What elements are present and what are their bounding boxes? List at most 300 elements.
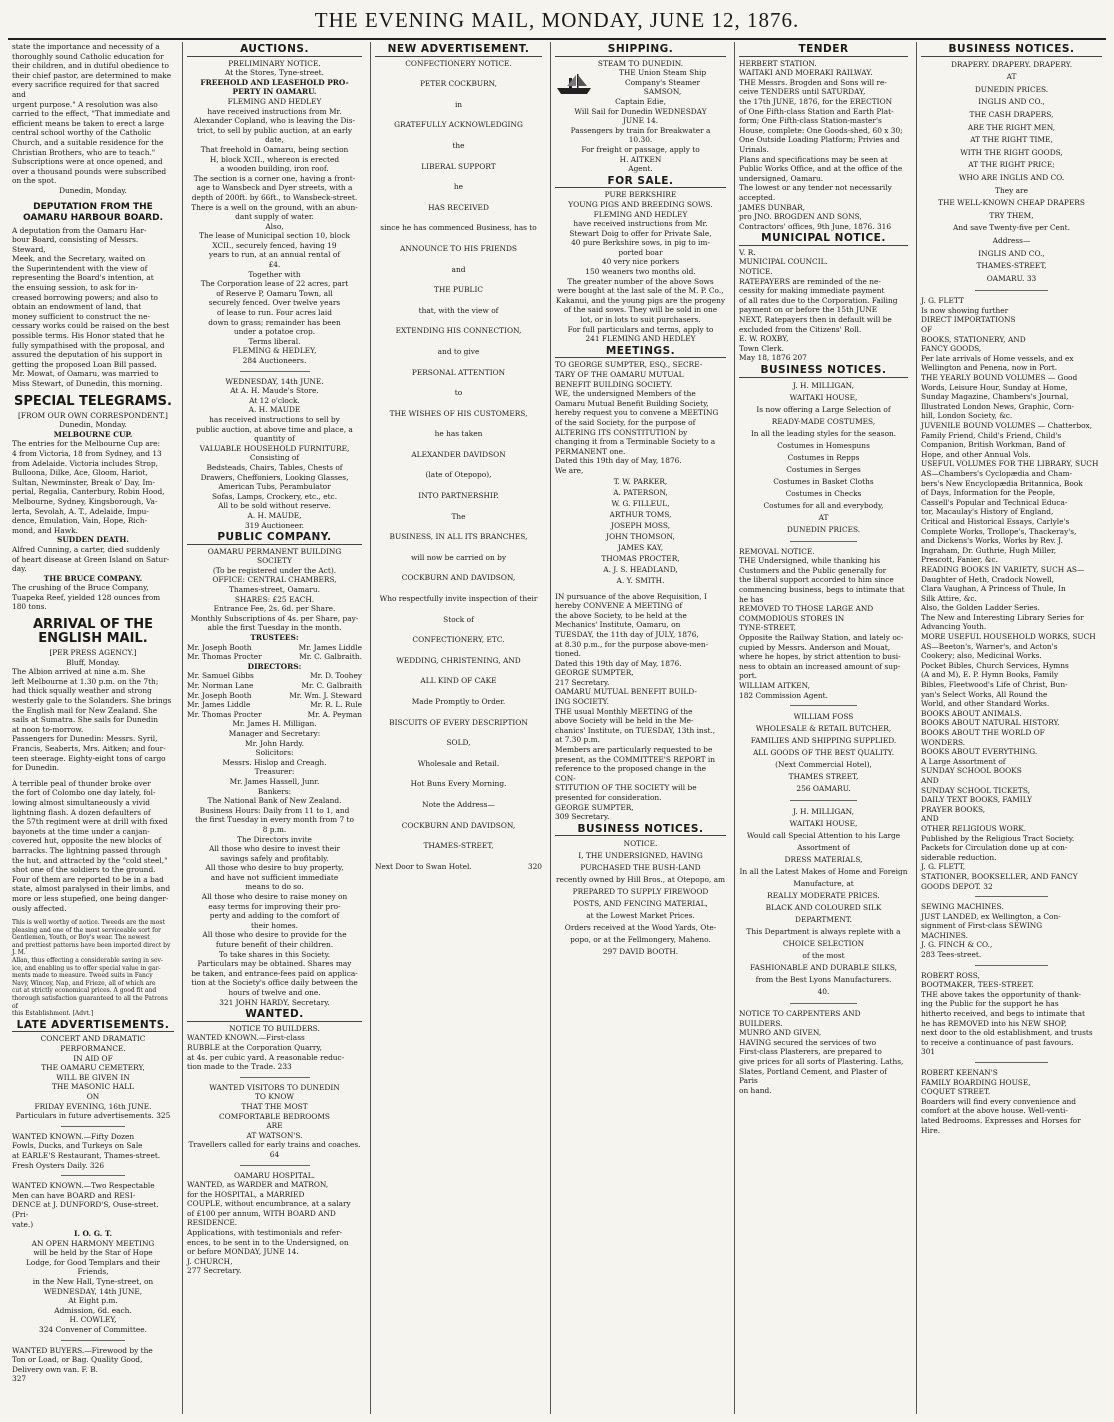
text-line: AT THE RIGHT TIME, [970,135,1053,145]
text-line: 284 Auctioneers. [242,356,307,365]
signatories-list [555,476,726,586]
text-line: Companion, British Workman, Band of [921,440,1066,450]
text-line: Silk Attire, &c. [921,593,977,603]
text-line: JOHN THOMSON, [606,531,675,541]
text-line: AT WATSON'S. [246,1130,303,1140]
directors-heading: DIRECTORS: [247,661,302,671]
text-line: COCKBURN AND DAVIDSON, [401,573,516,583]
text-line: DRESS MATERIALS, [784,855,863,865]
text-line: popo, or at the Fellmongery, Maheno. [570,935,711,945]
text-line: Contractors' offices, 9th June, 1876. 316 [739,221,892,231]
text-line: dant supply of water. [235,212,314,222]
council-notice [739,248,908,363]
text-line: All to be sold without reserve. [218,501,331,511]
text-line: Messrs. Hislop and Creagh. [222,757,327,767]
board-residence-advertisement [12,1181,174,1229]
text-line: THE Messrs. Brogden and Sons will re- [739,77,887,87]
text-line: urgent purpose." A resolution was also [12,99,158,109]
text-line: The entries for the Melbourne Cup are: [12,439,161,449]
text-line: DEPARTMENT. [795,915,852,925]
text-line: 321 JOHN HARDY, Secretary. [219,997,330,1007]
text-line: date, [265,135,284,145]
text-line: on hand. [739,1085,772,1095]
text-line: Orders received at the Wood Yards, Ote- [564,923,717,933]
text-line: of One Fifth-class Station and Earth Plat- [739,106,894,116]
text-line: public auction, at above time and place, a [196,424,353,434]
text-line: Opposite the Railway Station, and lately oc- [739,632,904,642]
text-line: hill, London Society, &c. [921,411,1013,421]
text-line: I, THE UNDERSIGNED, HAVING [578,851,703,861]
for-sale-header: FOR SALE. [555,177,726,189]
text-line: and have not sufficient immediate [210,872,339,882]
text-line: Fowls, Ducks, and Turkeys on Sale [12,1141,143,1151]
text-line: BOOKS ABOUT THE WORLD OF [921,728,1045,737]
text-line: The section is a corner one, having a front- [193,173,356,183]
text-line: 297 DAVID BOOTH. [602,947,679,957]
business-notices-header: BUSINESS NOTICES. [555,825,726,837]
text-line: payment on or before the 15th JUNE [739,305,878,315]
officer-row [187,691,362,701]
text-line: AT [818,512,829,522]
text-line: from Adelaide. Victoria includes Strop, [12,458,158,468]
text-line: IN AID OF [73,1053,113,1063]
text-line: 241 FLEMING AND HEDLEY [585,334,696,344]
text-line: signment of First-class SEWING [921,921,1043,931]
text-line: Would call Special Attention to his Large [746,831,901,841]
text-line: All those who desire to provide for the [202,930,347,940]
bruce-company-headline: THE BRUCE COMPANY. [43,573,143,583]
text-line: and [451,264,466,274]
text-line: the hut, and attracted by the "cold steel," [12,855,168,865]
text-line: the English mail for New Zealand. She [12,705,158,715]
text-line: H. COWLEY, [69,1315,117,1325]
text-line: Francis, Seaberts, Mrs. Aitken; and four- [12,744,166,753]
text-line: hours of twelve and one. [228,988,321,997]
text-line: Hot Buns Every Morning. [410,779,507,789]
text-line: assured the deputation of his support in [12,350,163,360]
text-line: he has taken [434,429,483,439]
officer-name: Mr. Samuel Gibbs [187,671,254,681]
text-line: since he has commenced Business, has to [380,223,537,233]
text-line: of the said sows. They will be sold in one [563,305,718,315]
text-line: Bulloona, Dilke, Ace, Gloom, Hariot, [12,468,148,478]
text-line: Drawers, Cheffoniers, Looking Glasses, [200,472,349,482]
text-line: FLEMING AND HEDLEY [227,96,322,106]
text-line: AT [1006,72,1017,82]
text-line: COMFORTABLE BEDROOMS [219,1111,330,1121]
tender-header: TENDER [739,45,908,57]
text-line: JUNE 14. [622,116,659,126]
officer-name: Mr. R. L. Rule [310,700,362,710]
text-line: MUNRO AND GIVEN, [739,1028,822,1038]
text-line: AND [921,775,939,785]
steam-heading: STEAM TO DUNEDIN. [597,58,684,68]
officer-name: Mr. Joseph Booth [187,642,252,652]
text-line: Travellers called for early trains and coaches. [188,1140,361,1150]
text-line: Words, Leisure Hour, Sunday at Home, [921,382,1068,392]
text-line: WEDDING, CHRISTENING, AND [396,655,521,665]
text-line: OTHER RELIGIOUS WORK. [921,823,1027,833]
text-line: INGLIS AND CO., [978,97,1045,107]
text-line: At Eight p.m. [68,1296,118,1306]
text-line: Wholesale and Retail. [417,758,500,768]
text-line: lot, or in lots to suit purchasers. [580,315,701,325]
text-line: had thick squally weather and strong [12,686,152,696]
text-line: hereby request you to convene a MEETING [555,408,719,418]
keenan-boarding-advertisement [921,1068,1102,1135]
text-line: Daughter of Heth, Cradock Nowell, [921,574,1055,584]
text-line: We are, [555,465,584,475]
text-line: Complete Works, Trollope's, Thackeray's, [921,526,1077,536]
officer-name: Mr. A. Peyman [307,709,362,719]
text-line: perial, Regalia, Canterbury, Robin Hood, [12,487,165,497]
warder-matron-advertisement [187,1180,362,1276]
masthead-rule [8,38,1106,40]
officer-row [187,700,362,710]
text-line: Delivery own van. F. B. [12,1364,99,1374]
text-line: cupied by Messrs. Anderson and Mouat, [739,642,891,652]
maude-auction [187,405,362,530]
sudden-death-headline: SUDDEN DEATH. [57,535,129,545]
text-line: Is now offering a Large Selection of [756,404,891,414]
text-line: WANTED, as WARDER and MATRON, [187,1180,329,1190]
auction-place: At A. H. Maude's Store. [230,386,319,396]
text-line: This Department is always replete with a [746,927,901,937]
text-line: BLACK AND COLOURED SILK [765,903,882,913]
text-line: JUVENILE BOUND VOLUMES — Chatterbox, [921,421,1093,430]
text-line: of Reserve P, Oamaru Town, all [216,288,333,298]
meeting-notices [555,592,726,822]
text-line: state, almost paralysed in their limbs, and [12,884,171,894]
text-line: Address— [992,235,1031,245]
auction-date: WEDNESDAY, 14th JUNE. [225,376,324,386]
text-line: from the Best Lyons Manufacturers. [755,975,892,985]
text-line: TARY OF THE OAMARU MUTUAL [555,370,684,379]
text-line: will be held by the Star of Hope [33,1248,153,1258]
text-line: Costumes in Homespuns [777,440,870,450]
text-line: A terrible peal of thunder broke over [12,778,151,788]
text-line: Made Promptly to Order. [411,697,506,706]
text-line: WHO ARE INGLIS AND CO. [958,172,1065,182]
text-line: SOLD, [446,738,471,748]
text-line: ALL KIND OF CAKE [420,676,497,686]
text-line: A deputation from the Oamaru Har- [12,225,147,235]
text-line: Ingraham, Dr. Guthrie, Hugh Miller, [921,545,1057,555]
text-line: 182 Commission Agent. [739,690,828,700]
text-line: WONDERS. [921,737,966,747]
text-line: A. H. MAUDE, [247,510,302,520]
text-line: the 57th regiment were at drill with fixed [12,817,168,827]
text-line: lightning flash. A dozen defaulters of [12,807,151,817]
text-line: he has [739,594,764,604]
text-line: That freehold in Oamaru, being section [200,144,349,154]
text-line: of all rates due to the Corporation. Failing [739,295,898,305]
text-line: NOTICE TO CARPENTERS AND [739,1009,861,1019]
english-mail-paragraph [12,667,174,773]
text-line: WANTED BUYERS.—Firewood by the [12,1345,153,1355]
text-line: ING SOCIETY. [555,697,609,707]
text-line: trict, to sell by public auction, at an early [196,125,353,135]
text-line: 327 [12,1374,27,1384]
text-line: AS—Chambers's Cyclopædia and Cham- [921,468,1073,478]
text-line: quantity of [254,434,295,444]
thunder-paragraph [12,779,174,913]
text-line: Captain Edie, [615,96,666,106]
text-line: PETER COCKBURN, [419,79,498,89]
text-line: The greater number of the above Sows [567,276,714,286]
text-line: and to give [437,346,480,356]
text-line: ALTERING ITS CONSTITUTION by [555,427,688,437]
text-line: of heart disease at Green Island on Satur- [12,554,170,564]
text-line: efficient means be taken to erect a large [12,118,165,128]
text-line: XCII., securely fenced, having 19 [212,240,337,250]
text-line: and Dickens's Works, Works by Rev. J. [921,536,1063,546]
text-line: Men can have BOARD and RESI- [12,1190,136,1200]
text-line: Per late arrivals of Home vessels, and ex [921,353,1074,363]
text-line: 40. [817,987,830,997]
text-line: GEORGE SUMPTER, [555,802,634,812]
text-line: the fort of Colombo one day lately, fol- [12,788,156,798]
text-line: TRY THEM, [989,210,1034,220]
text-line: Company's Steamer [624,77,701,87]
rubble-advertisement [187,1033,362,1071]
text-line: ice, and enabling us to offer special value in gar- [12,964,161,972]
text-line: WILLIAM AITKEN, [739,680,810,690]
text-line: All those who desire to raise money on [201,892,348,902]
column-4 [550,42,730,1414]
text-line: port. [739,671,758,681]
text-line: Mr. Mowat, of Oamaru, was married to [12,369,159,379]
text-line: FAMILIES AND SHIPPING SUPPLIED. [750,736,897,746]
text-line: FLEMING AND HEDLEY [593,209,688,219]
text-line: savings safely and profitably. [220,853,329,863]
meetings-header: MEETINGS. [555,347,726,359]
text-line: Will Sail for Dunedin WEDNESDAY [574,106,707,116]
text-line: vate.) [12,1219,34,1229]
text-line: bers's New Encyclopædia Britannica, Book [921,478,1083,488]
text-line: bour Board, consisting of Messrs. Steward, [12,235,139,254]
text-line: THE WELL-KNOWN CHEAP DRAPERS [938,198,1085,208]
text-line: May 18, 1876 207 [739,353,807,363]
text-line: Who respectfully invite inspection of their [379,594,538,604]
text-line: WANTED KNOWN.—Fifty Dozen [12,1131,135,1141]
text-line: dence, Emulation, Vain, Hope, Rich- [12,516,148,526]
hospital-heading: OAMARU HOSPITAL. [233,1170,316,1180]
text-line: Prescott, Fanier, &c. [921,555,998,565]
municipal-notice-header: MUNICIPAL NOTICE. [739,234,908,246]
text-line: Passengers by train for Breakwater a [570,125,711,135]
masthead: THE EVENING MAIL, MONDAY, JUNE 12, 1876. [314,8,800,32]
text-line: future benefit of their children. [215,940,334,950]
text-line: PERFORMANCE. [60,1044,126,1053]
text-line: VALUABLE HOUSEHOLD FURNITURE, [199,443,350,453]
text-line: WITH THE RIGHT GOODS, [960,147,1063,157]
text-line: And save Twenty-five per Cent. [953,223,1070,233]
text-line: ing the Public for the support he has [921,999,1059,1009]
text-line: have received instructions from Mr. [573,219,708,229]
business-notices-header: BUSINESS NOTICES. [921,45,1102,57]
text-line: 8 p.m. [262,824,287,834]
text-line: easy terms for improving their pro- [208,901,341,911]
text-line: day. [12,564,27,574]
text-line: J. G. FINCH & CO., [921,940,993,950]
trustees-list [187,643,362,662]
text-line: THOMAS PROCTER, [601,553,680,563]
text-line: Christian Brothers, who are to teach." [12,147,156,157]
text-line: Lodge, for Good Templars and their Friends, [25,1257,160,1277]
text-line: under a potatoe crop. [233,327,316,337]
text-line: 301 [921,1047,936,1057]
firewood-advertisement [12,1346,174,1384]
text-line: W. G. FILLEUL, [611,498,670,508]
text-line: The lease of Municipal section 10, block [199,231,350,241]
text-line: hereby CONVENE A MEETING of [555,601,683,611]
text-line: ANNOUNCE TO HIS FRIENDS [399,243,517,253]
text-line: READING BOOKS IN VARIETY, SUCH AS— [921,564,1085,574]
text-line: PURCHASED THE BUSH-LAND [580,863,701,873]
text-line: Assortment of [797,843,850,853]
text-line: Cassell's Popular and Technical Educa- [921,497,1068,507]
text-line: REALLY MODERATE PRICES. [767,891,880,901]
text-line: (late of Otepopo), [425,470,492,480]
text-line: teen steerage. Eighty-eight tons of cargo [12,753,166,763]
text-line: THE PUBLIC [433,285,484,295]
text-line: pro JNO. BROGDEN AND SONS, [739,212,862,222]
text-line: CONFECTIONERY NOTICE. [405,58,512,68]
text-line: at 4s. per cubic yard. A reasonable reduc- [187,1052,345,1062]
text-line: Admission, 6d. each. [54,1305,132,1315]
english-mail-headline: ARRIVAL OF THE ENGLISH MAIL. [32,617,154,647]
text-line: BOOKS, STATIONERY, AND [921,334,1026,344]
text-line: Miss Stewart, of Dunedin, this morning. [12,379,163,388]
fleming-hedley-auction [187,97,362,366]
text-line: barracks. The lightning passed through [12,845,161,855]
text-line: JUST LANDED, ex Wellington, a Con- [921,911,1061,921]
text-line: the liberal support accorded to him since [739,575,894,585]
text-line: RATEPAYERS are reminded of the ne- [739,276,881,286]
text-line: Advancing Youth. [921,622,987,632]
text-line: American Tubs, Perambulator [218,482,331,492]
text-line: To take shares in this Society. [218,949,331,959]
text-line: THE YEARLY BOUND VOLUMES — Good [921,373,1078,383]
text-line: The lowest or any tender not necessarily [739,183,892,193]
text-line: COCKBURN AND DAVIDSON, [401,820,516,830]
text-line: THAMES STREET, [788,772,859,782]
bruce-company-paragraph [12,583,174,612]
text-line: of the said Society, for the purpose of [555,417,696,427]
preliminary-notice: PRELIMINARY NOTICE. [228,58,321,68]
text-line: above Society will be held in the Me- [555,716,694,726]
column-5 [734,42,912,1414]
text-line: form; One Fifth-class Station-master's [739,116,882,126]
text-line: OAMARU PERMANENT BUILDING [207,546,342,556]
text-line: next door to the old establishment, and trusts [921,1028,1093,1038]
text-line: HAVING secured the services of two [739,1037,877,1047]
text-line: 180 tons. [12,602,47,612]
text-line: ALL GOODS OF THE BEST QUALITY. [752,748,895,758]
text-line: Note the Address— [422,799,495,809]
inglis-drapery-advertisement [921,59,1102,286]
text-line: ON [86,1091,100,1101]
text-line: Subscriptions were at once opened, and [12,157,163,167]
text-line: of Days, Information for the People, [921,488,1056,498]
text-line: lowing almost simultaneously a vivid [12,797,150,807]
tweeds-advertisement [12,919,174,1018]
confectionery-advertisement [375,59,542,851]
text-line: MACHINES. [921,930,968,940]
column-3 [370,42,546,1414]
text-line: Public Works Office, and at the office of the [739,164,903,174]
text-line: getting the proposed Loan Bill passed. [12,359,157,369]
herbert-station-tender [739,59,908,232]
directors-list [187,671,362,719]
text-line: give prices for all sorts of Plastering. Laths, [739,1057,904,1067]
officer-name: Mr. Wm. J. Steward [289,690,362,700]
text-line: PREPARED TO SUPPLY FIREWOOD [572,887,709,897]
text-line: FAMILY BOARDING HOUSE, [921,1077,1031,1087]
text-line: The National Bank of New Zealand. [207,796,342,806]
catholic-paragraph [12,42,174,186]
text-line: RESIDENCE. [187,1218,238,1228]
text-line: The New and Interesting Library Series for [921,612,1084,622]
text-line: 277 Secretary. [187,1266,242,1276]
text-line: Entrance Fee, 2s. 6d. per Share. [213,604,336,614]
building-society-advertisement [187,547,362,633]
text-line: 283 Tees-street. [921,950,982,960]
text-line: USEFUL VOLUMES FOR THE LIBRARY, SUCH [921,459,1099,469]
text-line: in the New Hall, Tyne-street, on [32,1277,154,1287]
text-line: and prettiest patterns have been imported direct by J. M. [12,941,171,957]
text-line: Four of them are reported to be in a bad [12,874,164,884]
text-line: shot one of the soldiers to the ground. [12,865,156,875]
text-line: Sofas, Lamps, Crockery, etc., etc. [211,491,338,501]
milligan-dress-advertisement [739,806,908,998]
ad-number: 320 [527,861,542,871]
text-line: AT THE RIGHT PRICE; [968,160,1055,170]
text-line: For freight or passage, apply to [581,144,700,154]
wanted-header: WANTED. [187,1010,362,1022]
text-line: WAITAKI HOUSE, [789,392,858,402]
text-line: SEWING MACHINES. [921,902,1004,912]
text-line: 4 from Victoria, 18 from Sydney, and 13 [12,448,162,458]
text-line: the Superintendent with the view of [12,263,148,273]
removal-notice [739,547,908,701]
text-line: of the most [802,951,845,961]
text-line: have received instructions from Mr. [207,106,342,116]
text-line: left Melbourne at 1.30 p.m. on the 7th; [12,676,159,686]
text-line: 64 [269,1149,280,1159]
text-line: Plans and specifications may be seen at [739,154,888,164]
text-line: were bought at the last sale of the M. P. Co., [557,286,724,296]
column-2 [182,42,366,1414]
text-line: Costumes for all and everybody, [763,500,884,510]
text-line: Bedsteads, Chairs, Tables, Chests of [206,462,343,472]
text-line: their children, and in dutiful obedience to [12,61,169,71]
text-line: Sultan, Newminster, Break o' Day, Im- [12,477,155,487]
text-line: TO KNOW [255,1092,294,1102]
text-line: Illustrated London News, Graphic, Corn- [921,401,1075,411]
officer-row [187,652,362,662]
text-line: central school worthy of the Catholic [12,128,151,138]
text-line: CONCERT AND DRAMATIC [40,1034,146,1044]
text-line: Critical and Historical Essays, Carlyle's [921,516,1070,526]
text-line: THAT THE MOST [241,1101,308,1111]
text-line: FLEMING & HEDLEY, [232,346,317,356]
text-line: This is well worthy of notice. Tweeds are the most [12,919,165,927]
text-line: WILL BE GIVEN IN [56,1072,130,1082]
text-line: 10.30. [628,135,653,145]
text-line: state the importance and necessity of a [12,42,160,51]
